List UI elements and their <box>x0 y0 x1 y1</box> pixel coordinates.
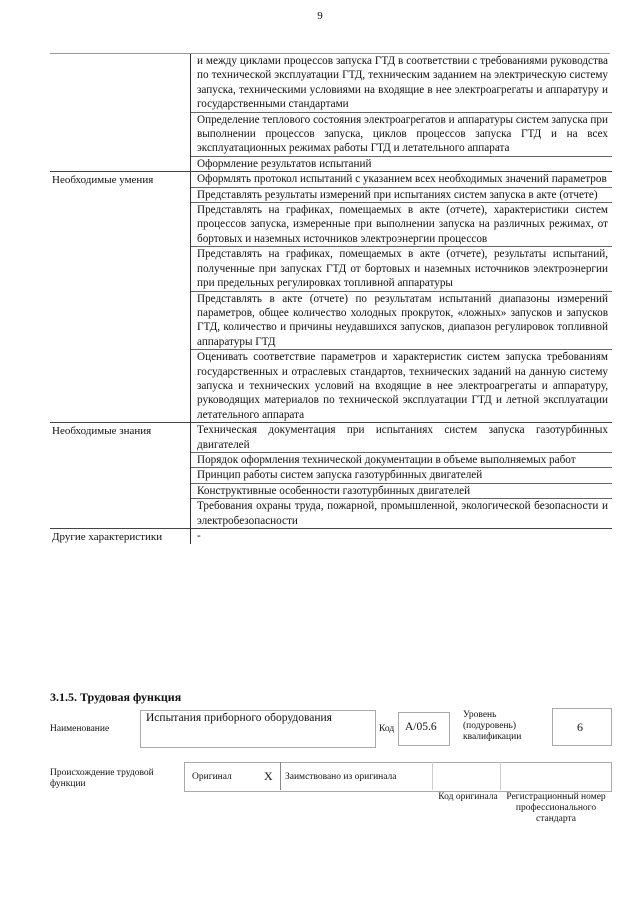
table-cell: Определение теплового состояния электроагрегатов и аппаратуры систем запуска при выполнении процессов запуска, циклов процессов запуска ГТД и на всех эксплуатационных режимах работы ГТД и летательного аппарата <box>191 113 612 157</box>
table-cell: Представлять результаты измерений при испытаниях систем запуска в акте (отчете) <box>191 188 612 203</box>
code-value: А/05.6 <box>405 721 437 733</box>
row-label: Другие характеристики <box>52 531 163 543</box>
page-number: 9 <box>317 10 323 22</box>
table-cell: Техническая документация при испытаниях систем запуска газотурбинных двигателей <box>191 423 612 453</box>
borrowed-label: Заимствовано из оригинала <box>285 772 397 782</box>
origin-divider-1 <box>280 762 281 790</box>
name-label: Наименование <box>50 724 110 734</box>
section-title: 3.1.5. Трудовая функция <box>50 690 182 704</box>
table-cell: Оформление результатов испытаний <box>197 157 372 170</box>
code-label: Код <box>379 724 395 734</box>
origin-label: Происхождение трудовой функции <box>50 768 154 789</box>
table-cell: Принцип работы систем запуска газотурбинных двигателей <box>191 468 612 483</box>
row-cells <box>190 172 612 422</box>
table-row <box>50 422 612 528</box>
table-row <box>50 171 612 422</box>
row-label: Необходимые умения <box>52 174 154 187</box>
table-cell: Порядок оформления технической документации в объеме выполняемых работ <box>191 453 612 468</box>
original-mark: X <box>264 769 273 783</box>
row-cells <box>190 529 612 544</box>
competency-table <box>50 54 612 544</box>
table-cell: и между циклами процессов запуска ГТД в соответствии с требованиями руководства по технической эксплуатации ГТД, техническим заданием на электрическую систему запуска, техническими условиями на входящие в нее электроагрегаты и аппаратуру и государственными стандартами <box>191 54 612 113</box>
reg-caption: Регистрационный номер профессионального стандарта <box>506 792 606 824</box>
name-value: Испытания приборного оборудования <box>146 712 332 724</box>
origin-box <box>184 762 612 792</box>
table-row <box>50 54 612 171</box>
table-cell: Оценивать соответствие параметров и характеристик систем запуска требованиям государственных и отраслевых стандартов, технических заданий на данную систему запуска и технических условий на входящие в нее электроагрегаты и аппаратуру, руководящих материалов по технической эксплуатации ГТД и летной эксплуатации летательного аппарата <box>197 351 608 421</box>
row-cells <box>190 54 612 171</box>
origin-divider-3 <box>500 762 501 790</box>
table-cell: - <box>197 530 201 542</box>
table-cell: Конструктивные особенности газотурбинных двигателей <box>191 484 612 499</box>
row-cells <box>190 423 612 528</box>
table-cell: Представлять на графиках, помещаемых в акте (отчете), результаты испытаний, полученные при запусках ГТД от бортовых и наземных источников электроэнергии при предельных регулировках топливной аппаратуры <box>191 247 612 291</box>
table-row <box>50 528 612 544</box>
row-label: Необходимые знания <box>52 425 152 438</box>
row-label <box>50 54 190 171</box>
table-cell: Требования охраны труда, пожарной, промышленной, экологической безопасности и электробезопасности <box>197 500 608 527</box>
origin-divider-2 <box>432 762 433 790</box>
level-value: 6 <box>577 720 583 734</box>
code-caption: Код оригинала <box>438 792 498 802</box>
table-cell: Оформлять протокол испытаний с указанием всех необходимых значений параметров <box>191 172 612 187</box>
table-cell: Представлять в акте (отчете) по результатам испытаний диапазоны измерений параметров, общее количество холодных прокруток, «ложных» запусков и запусков ГТД, количество и причины неудавшихся запусков, диапазон регулировок топливной аппаратуры ГТД <box>191 292 612 351</box>
level-label: Уровень (подуровень) квалификации <box>463 710 522 742</box>
table-cell: Представлять на графиках, помещаемых в акте (отчете), характеристики систем процессов запуска, измеренные при выполнении запуска на различных режимах, от бортовых и наземных источников электроэнергии процессов <box>191 203 612 247</box>
original-label: Оригинал <box>192 772 232 782</box>
